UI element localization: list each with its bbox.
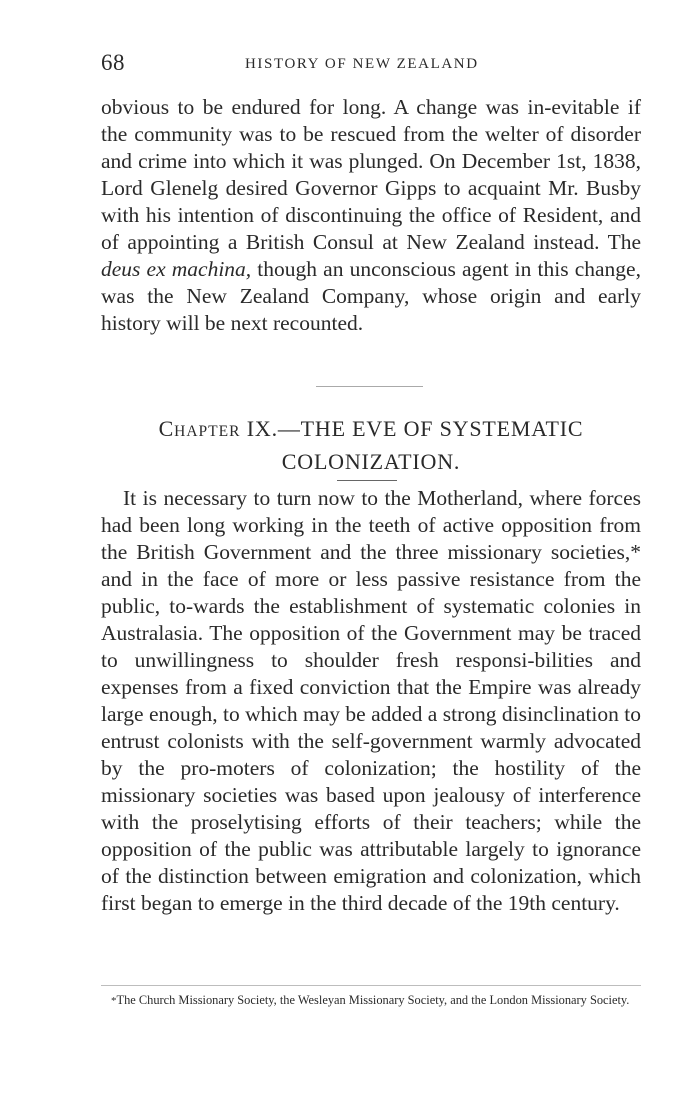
chapter-heading bbox=[101, 414, 641, 477]
chapter-heading-line-1 bbox=[101, 414, 641, 447]
running-title: HISTORY OF NEW ZEALAND bbox=[245, 56, 479, 72]
paragraph-1-italic-phrase: deus ex machina, bbox=[101, 257, 252, 281]
paragraph-continued bbox=[101, 94, 641, 337]
footnote bbox=[101, 993, 641, 1009]
paragraph-1-text-b: though an unconscious agent in this change, was the New Zealand Company, whose origin and early history will be next recounted. bbox=[101, 257, 641, 335]
chapter-divider bbox=[337, 480, 397, 481]
chapter-label-rest: HAPTER bbox=[174, 423, 241, 440]
paragraph-2: It is necessary to turn now to the Motherland, where forces had been long working in the teeth of active opposition from the British Government and the three missionary societies,* and in the face of more or less passive resistance from the public, to-wards the establishment of systematic colonies in Australasia. The opposition of the Government may be traced to unwillingness to shoulder fresh responsi-bilities and expenses from a fixed conviction that the Empire was already large enough, to which may be added a strong disinclination to entrust colonists with the self-government warmly advocated by the pro-moters of colonization; the hostility of the missionary societies was based upon jealousy of interference with the proselytising efforts of their teachers; while the opposition of the public was attributable largely to ignorance of the distinction between emigration and colonization, which first began to emerge in the third decade of the 19th century. bbox=[101, 486, 641, 915]
paragraph-1 bbox=[101, 94, 641, 337]
footnote-mark: * bbox=[111, 995, 117, 1007]
footnote-text: The Church Missionary Society, the Wesleyan Missionary Society, and the London Missionary Society. bbox=[116, 993, 630, 1007]
running-head bbox=[101, 48, 641, 78]
chapter-number-and-title: IX.—THE EVE OF SYSTEMATIC bbox=[240, 416, 584, 441]
footnote-divider bbox=[101, 985, 641, 986]
page-number: 68 bbox=[101, 50, 125, 75]
chapter-label-initial: C bbox=[158, 416, 175, 441]
paragraph-1-text-a: obvious to be endured for long. A change was in-evitable if the community was to be rescued from the welter of disorder and crime into which it was plunged. On December 1st, 1838, Lord Glenelg desired Governor Gipps to acquaint Mr. Busby with his intention of discontinuing the office of Resident, and of appointing a British Consul at New Zealand instead. The bbox=[101, 95, 641, 254]
chapter-body bbox=[101, 485, 641, 917]
chapter-heading-line-2: COLONIZATION. bbox=[281, 449, 461, 474]
section-divider bbox=[316, 386, 423, 387]
